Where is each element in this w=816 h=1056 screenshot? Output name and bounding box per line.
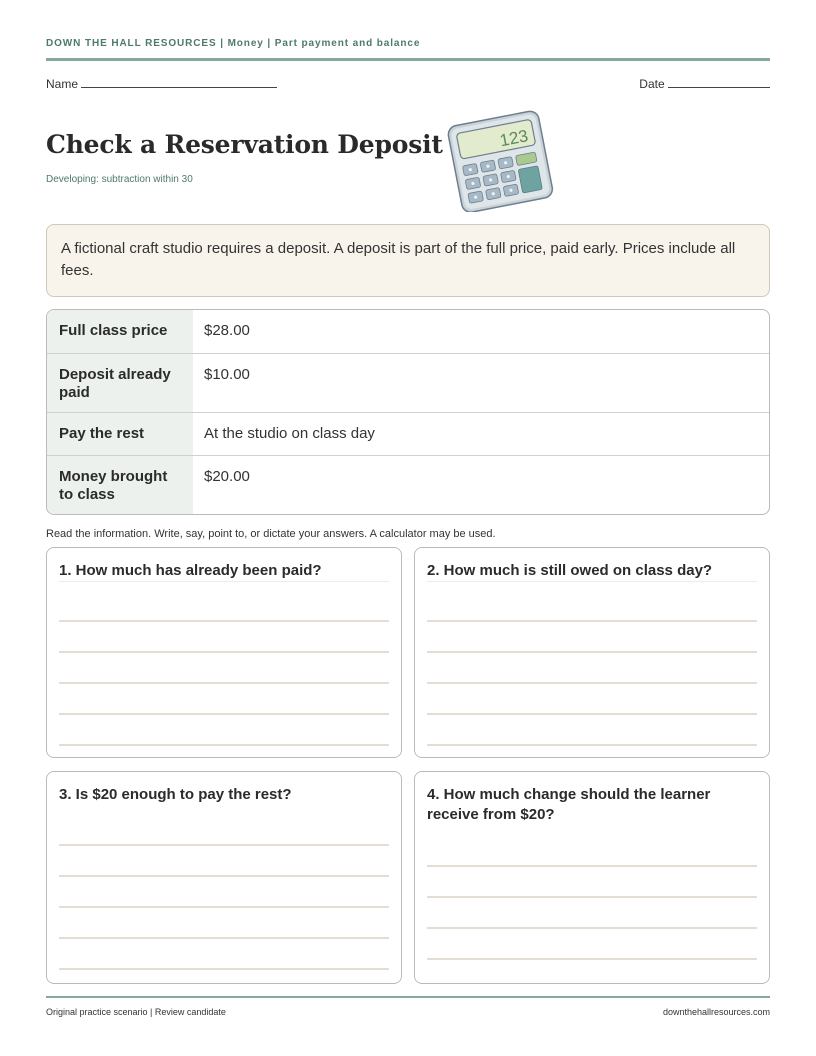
info-label: Money brought to class	[47, 456, 193, 514]
divider	[59, 581, 389, 582]
info-row	[47, 412, 769, 455]
intro-callout: A fictional craft studio requires a deposit. A deposit is part of the full price, paid early. Prices include all fees.	[46, 224, 770, 297]
question-box-1[interactable]	[46, 547, 402, 758]
name-blank-line[interactable]	[81, 76, 277, 88]
answer-line[interactable]	[427, 620, 757, 622]
date-field[interactable]	[639, 76, 770, 91]
divider	[427, 581, 757, 582]
answer-line[interactable]	[59, 620, 389, 622]
question-text: 1. How much has already been paid?	[59, 562, 322, 579]
answer-line[interactable]	[427, 682, 757, 684]
name-field[interactable]	[46, 76, 277, 91]
answer-line[interactable]	[59, 713, 389, 715]
info-value: $28.00	[204, 322, 250, 339]
answer-line[interactable]	[427, 651, 757, 653]
instructions-text: Read the information. Write, say, point to, or dictate your answers. A calculator may be used.	[46, 528, 496, 540]
page-title: Check a Reservation Deposit	[46, 130, 443, 159]
answer-line[interactable]	[59, 682, 389, 684]
info-label: Full class price	[47, 310, 193, 353]
date-blank-line[interactable]	[668, 76, 770, 88]
question-box-4[interactable]	[414, 771, 770, 984]
worksheet-page	[46, 0, 770, 1056]
info-row	[47, 353, 769, 412]
answer-line[interactable]	[59, 875, 389, 877]
question-text: 2. How much is still owed on class day?	[427, 562, 713, 579]
date-label: Date	[639, 77, 665, 91]
info-table	[46, 309, 770, 515]
footer-url[interactable]: downthehallresources.com	[662, 1007, 770, 1017]
info-value: At the studio on class day	[204, 425, 375, 442]
answer-line[interactable]	[427, 865, 757, 867]
answer-line[interactable]	[427, 958, 757, 960]
answer-line[interactable]	[59, 651, 389, 653]
answer-line[interactable]	[427, 927, 757, 929]
answer-line[interactable]	[59, 744, 389, 746]
answer-line[interactable]	[59, 844, 389, 846]
answer-line[interactable]	[59, 937, 389, 939]
info-value: $10.00	[204, 366, 250, 383]
header-divider	[46, 58, 770, 61]
calculator-display: 123	[498, 126, 530, 151]
info-label: Deposit already paid	[47, 354, 193, 412]
info-value: $20.00	[204, 468, 250, 485]
answer-line[interactable]	[59, 968, 389, 970]
answer-line[interactable]	[427, 713, 757, 715]
answer-line[interactable]	[59, 906, 389, 908]
info-label: Pay the rest	[47, 413, 193, 455]
info-row	[47, 310, 769, 353]
question-box-3[interactable]	[46, 771, 402, 984]
answer-line[interactable]	[427, 744, 757, 746]
question-text: 3. Is $20 enough to pay the rest?	[59, 786, 292, 803]
name-label: Name	[46, 77, 79, 91]
question-box-2[interactable]	[414, 547, 770, 758]
page-subtitle: Developing: subtraction within 30	[46, 174, 193, 185]
header-text: DOWN THE HALL RESOURCES | Money | Part payment and balance	[46, 38, 421, 49]
calculator-icon	[440, 108, 558, 212]
question-text: 4. How much change should the learner receive from $20?	[427, 786, 711, 823]
info-row	[47, 455, 769, 514]
footer-divider	[46, 996, 770, 998]
answer-line[interactable]	[427, 896, 757, 898]
footer-left-text: Original practice scenario | Review candidate	[46, 1007, 226, 1017]
